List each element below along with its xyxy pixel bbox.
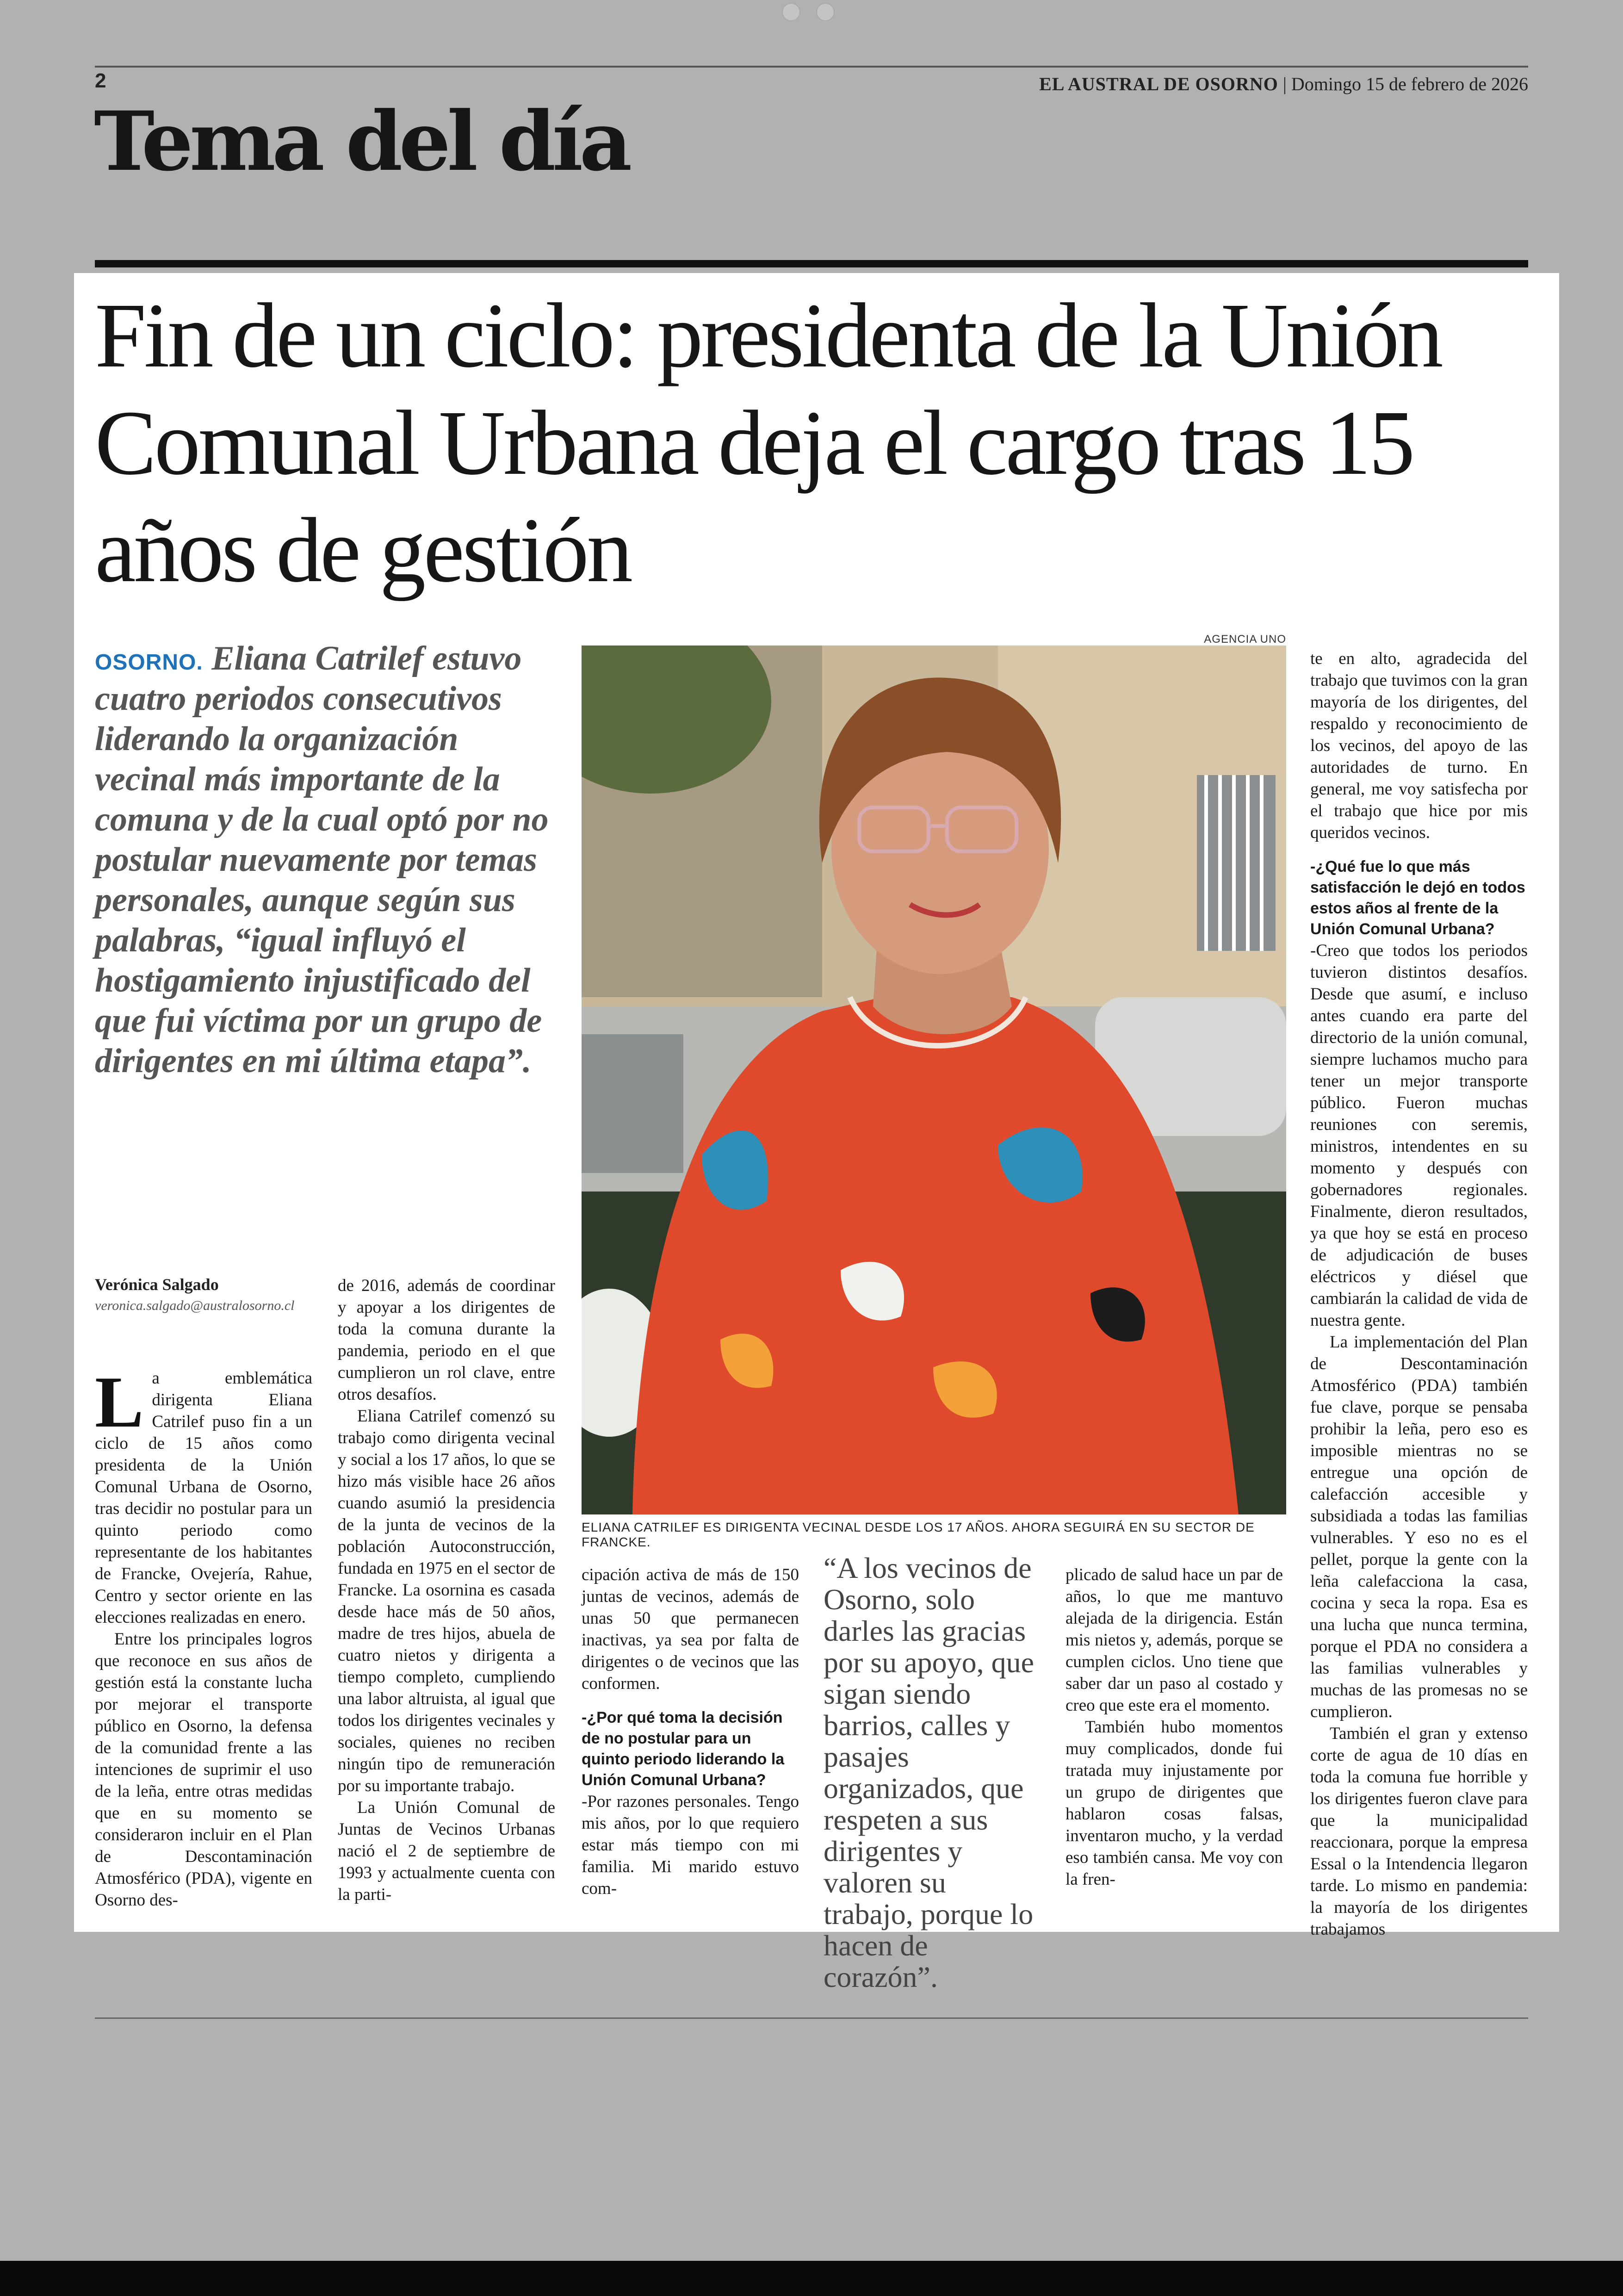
- interview-answer: -Por razones personales. Tengo mis años, por lo que requiero estar más tiempo con mi familia. Mi marido estuvo com-: [582, 1792, 799, 1898]
- body-column-5: [1065, 1564, 1283, 1890]
- folio: EL AUSTRAL DE OSORNO | Domingo 15 de febrero de 2026: [1039, 74, 1528, 94]
- section-rule: [95, 260, 1528, 267]
- page-number: 2: [95, 69, 106, 92]
- body-paragraph: Eliana Catrilef comenzó su trabajo como dirigenta vecinal y social a los 17 años, lo que se hizo más visible hace 26 años cuando asumió la presidencia de la junta de vecinos de la población Autoconstrucción, fundada en 1975 en el sector de Francke. La osornina es casada desde hace más de 50 años, madre de tres hijos, abuela de cuatro nietos y dirigenta a tiempo completo, cumpliendo una labor altruista, al igual que todos los dirigentes vecinales y sociales, quienes no reciben ningún tipo de remuneración por su importante trabajo.: [338, 1407, 555, 1795]
- publication-date: Domingo 15 de febrero de 2026: [1291, 74, 1528, 94]
- body-paragraph: de 2016, además de coordinar y apoyar a los dirigentes de toda la comuna durante la pandemia, periodo en el que cumplieron un rol clave, entre otros desafíos.: [338, 1276, 555, 1404]
- pull-quote: “A los vecinos de Osorno, solo darles las gracias por su apoyo, que sigan siendo barrios, calles y pasajes organizados, que respeten a sus dirigentes y valoren su trabajo, porque lo hacen de corazón”.: [824, 1551, 1035, 1993]
- body-column-2: [338, 1275, 555, 1905]
- photo-credit: AGENCIA UNO: [1204, 633, 1286, 645]
- headline: Fin de un ciclo: presidenta de la Unión Comunal Urbana deja el cargo tras 15 años de gestión: [95, 285, 1441, 602]
- page-nav: [782, 1, 837, 15]
- footer-rule: [95, 2017, 1528, 2019]
- body-paragraph: te en alto, agradecida del trabajo que tuvimos con la gran mayoría de los dirigentes, del respaldo y reconocimiento de los vecinos, del apoyo de las autoridades de turno. En general, me voy satisfecha por el trabajo que hice por mis queridos vecinos.: [1310, 649, 1528, 842]
- lead-paragraph: [95, 639, 551, 1081]
- body-column-3: [582, 1564, 799, 1899]
- interview-question: -¿Por qué toma la decisión de no postular para un quinto periodo liderando la Unión Comunal Urbana?: [582, 1709, 785, 1789]
- photo-caption: ELIANA CATRILEF ES DIRIGENTA VECINAL DESDE LOS 17 AÑOS. AHORA SEGUIRÁ EN SU SECTOR DE FRANCKE.: [582, 1520, 1255, 1549]
- body-paragraph: La Unión Comunal de Juntas de Vecinos Urbanas nació el 2 de septiembre de 1993 y actualmente cuenta con la parti-: [338, 1798, 555, 1904]
- header-rule: [95, 66, 1528, 68]
- body-paragraph: Entre los principales logros que reconoce en sus años de gestión está la constante lucha por mejorar el transporte público en Osorno, la defensa de la comunidad frente a las intenciones de suprimir el uso de la leña, entre otras medidas que en su momento se consideraron incluir en el Plan de Descontaminación Atmosférico (PDA), vigente en Osorno des-: [95, 1630, 312, 1910]
- publication-name: EL AUSTRAL DE OSORNO: [1039, 74, 1278, 94]
- nav-next-icon[interactable]: [816, 3, 835, 21]
- author-email[interactable]: veronica.salgado@australosorno.cl: [95, 1298, 295, 1313]
- nav-prev-icon[interactable]: [782, 3, 800, 21]
- body-column-6: [1310, 648, 1528, 1940]
- author-name: Verónica Salgado: [95, 1275, 219, 1294]
- portrait-illustration: [582, 645, 1286, 1514]
- body-paragraph: plicado de salud hace un par de años, lo que me mantuvo alejada de la dirigencia. Están mis nietos y, además, porque se cumplen ciclos. Uno tiene que saber dar un paso al costado y creo que este era el momento.: [1065, 1565, 1283, 1715]
- footer-bar: [0, 2261, 1623, 2296]
- body-paragraph: También el gran y extenso corte de agua de 10 días en toda la comuna fue horrible y los dirigentes fueron clave para que la municipalidad reaccionara, porque la empresa Essal o la Intendencia llegaron tarde. Lo mismo en pandemia: la mayoría de los dirigentes trabajamos: [1310, 1724, 1528, 1939]
- article-photo: [582, 645, 1286, 1514]
- lead-text: Eliana Catrilef estuvo cuatro periodos consecutivos liderando la organización vecinal más importante de la comuna y de la cual optó por no postular nuevamente por temas personales, aunque según sus palabras, “igual influyó el hostigamiento injustificado del que fui víctima por un grupo de dirigentes en mi última etapa”.: [95, 639, 549, 1080]
- lead-kicker: OSORNO.: [95, 650, 203, 675]
- interview-question: -¿Qué fue lo que más satisfacción le dejó en todos estos años al frente de la Unión Comunal Urbana?: [1310, 858, 1525, 938]
- interview-answer: -Creo que todos los periodos tuvieron distintos desafíos. Desde que asumí, e incluso antes cuando era parte del directorio de la unión comunal, siempre luchamos mucho para tener un mejor transporte público. Fueron muchas reuniones con seremis, ministros, intendentes en su momento y después con gobernadores regionales. Finalmente, dieron resultados, ya que hoy se está en proceso de adjudicación de buses eléctricos y diésel que cambiarán la calidad de vida de nuestra gente.: [1310, 941, 1528, 1330]
- body-paragraph: También hubo momentos muy complicados, donde fui tratada muy injustamente por un grupo de dirigentes que hablaron cosas falsas, inventaron mucho, y la verdad eso también cansa. Me voy con la fren-: [1065, 1718, 1283, 1889]
- body-column-1: [95, 1362, 312, 1911]
- section-title: Tema del día: [94, 93, 629, 189]
- body-paragraph: La implementación del Plan de Descontaminación Atmosférico (PDA) también fue clave, porque se pensaba prohibir la leña, pero eso es imposible mientras no se entregue una opción de calefacción accesible y subsidiada a todas las familias vulnerables. Y eso no es el pellet, porque la gente con la leña calefacciona la casa, cocina y seca la ropa. Esa es una lucha que nunca termina, porque el PDA no considera a las familias vulnerables y muchas de las promesas no se cumplieron.: [1310, 1333, 1528, 1721]
- body-paragraph: cipación activa de más de 150 juntas de vecinos, además de unas 50 que permanecen inactivas, ya sea por falta de dirigentes o de vecinos que las conformen.: [582, 1565, 799, 1693]
- byline: [95, 1275, 317, 1314]
- drop-cap: L: [95, 1362, 144, 1443]
- body-paragraph: La emblemática dirigenta Eliana Catrilef puso fin a un ciclo de 15 años como presidenta de la Unión Comunal Urbana de Osorno, tras decidir no postular para un quinto periodo como representante de los habitantes de Francke, Ovejería, Rahue, Centro y sector oriente en las elecciones realizadas en enero.: [95, 1362, 312, 1627]
